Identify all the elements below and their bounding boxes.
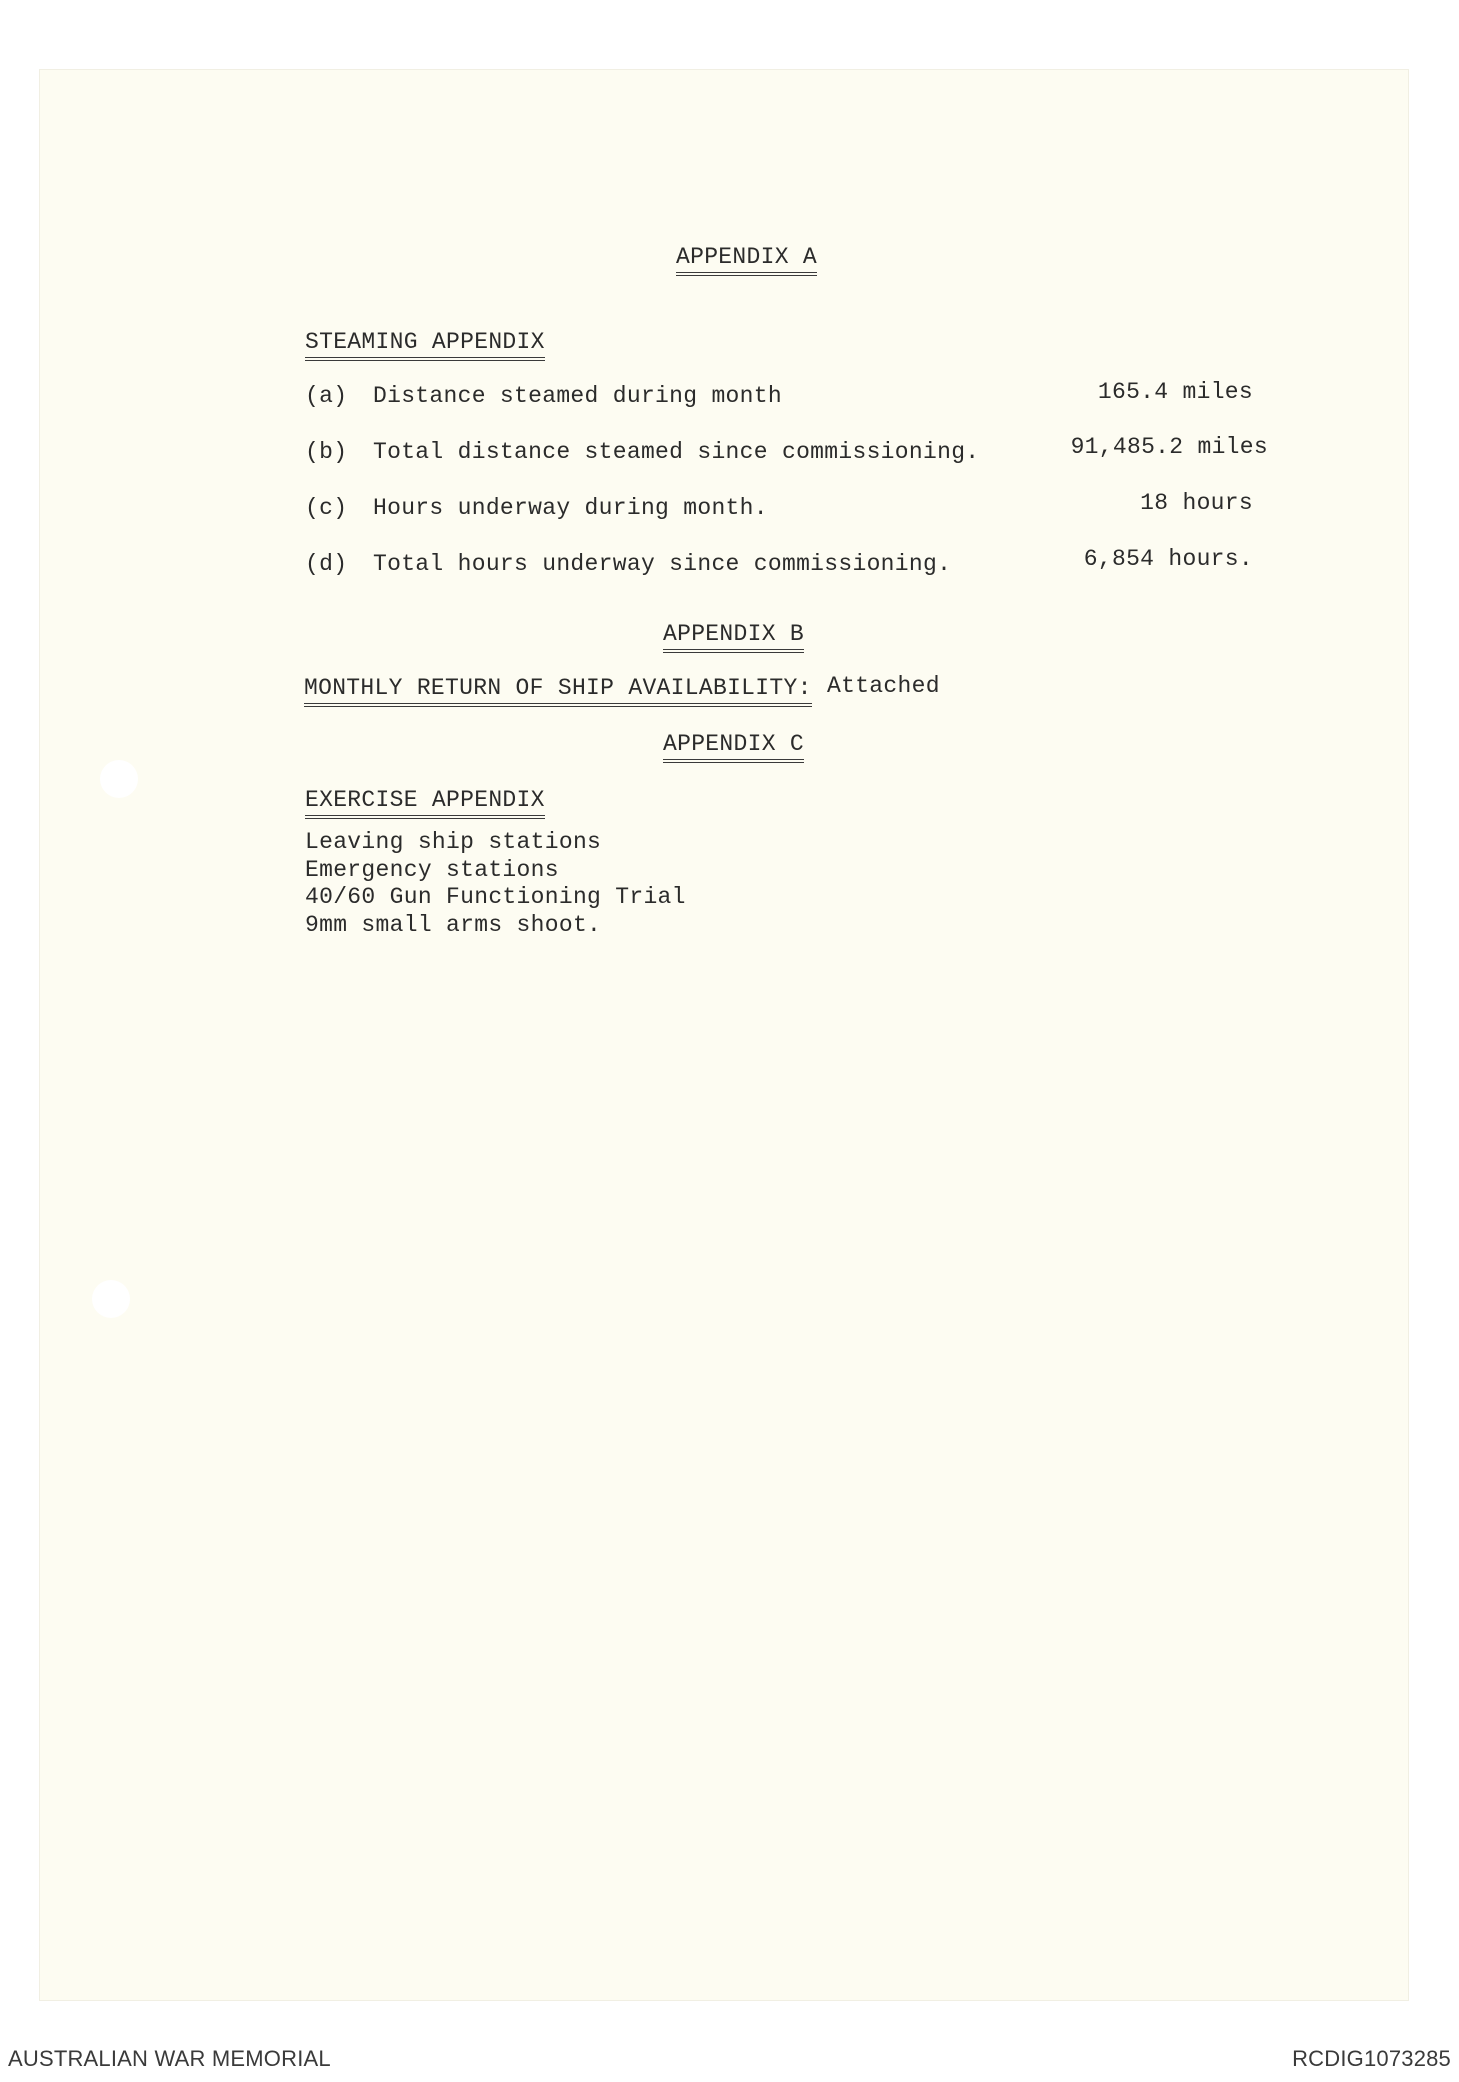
item-text: Total hours underway since commissioning.	[373, 551, 952, 577]
item-label: (a)	[305, 383, 348, 409]
exercise-appendix-title: EXERCISE APPENDIX	[305, 786, 545, 819]
item-label: (c)	[305, 495, 348, 521]
ship-availability-title: MONTHLY RETURN OF SHIP AVAILABILITY:	[304, 674, 812, 707]
exercise-item: 40/60 Gun Functioning Trial	[305, 884, 686, 910]
item-value: 18 hours	[1140, 490, 1253, 516]
appendix-b-heading: APPENDIX B	[663, 620, 804, 653]
exercise-item: Emergency stations	[305, 857, 559, 883]
item-text: Distance steamed during month	[373, 383, 782, 409]
appendix-c-heading: APPENDIX C	[663, 730, 804, 763]
punch-hole	[92, 1280, 130, 1318]
steaming-appendix-title: STEAMING APPENDIX	[305, 328, 545, 361]
item-text: Total distance steamed since commissioning.	[373, 439, 980, 465]
document-page	[40, 70, 1408, 2000]
item-value: 165.4 miles	[1097, 379, 1253, 405]
ship-availability-status: Attached	[827, 673, 940, 699]
item-label: (b)	[305, 439, 348, 465]
item-value: 91,485.2 miles	[1070, 434, 1268, 460]
item-text: Hours underway during month.	[373, 495, 768, 521]
punch-hole	[100, 760, 138, 798]
appendix-a-heading: APPENDIX A	[676, 243, 817, 276]
exercise-item: Leaving ship stations	[305, 829, 602, 855]
item-value: 6,854 hours.	[1083, 546, 1253, 572]
exercise-item: 9mm small arms shoot.	[305, 912, 602, 938]
footer-institution: AUSTRALIAN WAR MEMORIAL	[8, 2046, 331, 2071]
footer-record-id: RCDIG1073285	[1292, 2046, 1451, 2071]
item-label: (d)	[305, 551, 348, 577]
